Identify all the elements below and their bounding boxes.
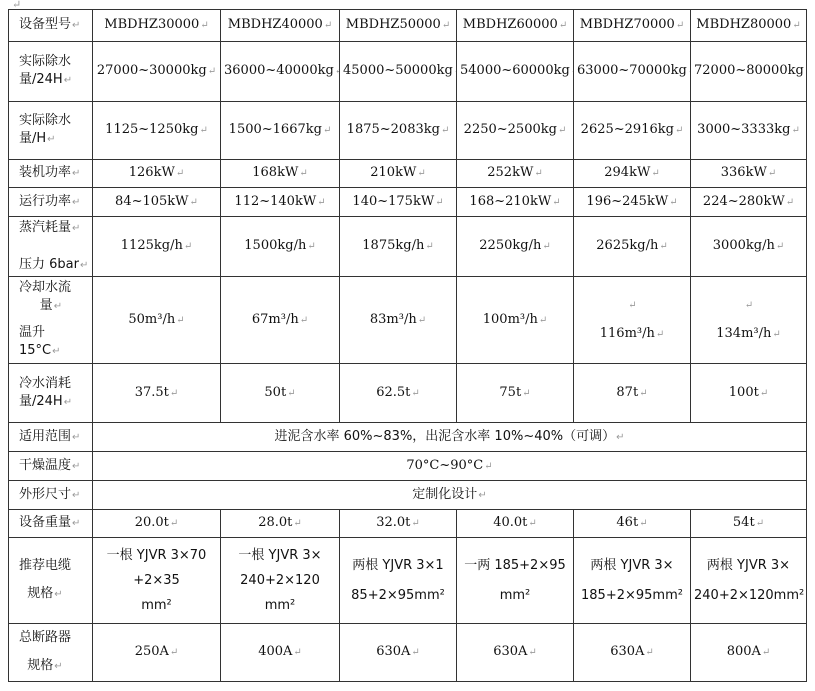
- table-row: [9, 217, 807, 277]
- return-mark-icon: [441, 125, 449, 136]
- return-mark-icon: [639, 388, 647, 399]
- return-mark-icon: [293, 518, 301, 529]
- table-row: [9, 364, 807, 423]
- return-mark-icon: [64, 75, 72, 86]
- return-mark-icon: [317, 197, 325, 208]
- return-mark-icon: [528, 647, 536, 658]
- return-mark-icon: [52, 346, 60, 357]
- running-power-cell: 168~210kW ↵: [457, 188, 574, 217]
- steam-cell: 2625kg/h ↵: [574, 217, 691, 277]
- return-mark-icon: [435, 197, 443, 208]
- dry-temp-cell: 70°C~90°C ↵: [93, 452, 807, 481]
- return-mark-icon: [478, 490, 486, 501]
- return-mark-icon: [323, 125, 331, 136]
- return-mark-icon: [695, 297, 803, 315]
- row-label-water-removal-hour: 实际除水 量/H ↵: [9, 102, 93, 160]
- table-row: [9, 10, 807, 42]
- return-mark-icon: [805, 66, 807, 77]
- return-mark-icon: [651, 168, 659, 179]
- return-mark-icon: [299, 168, 307, 179]
- water-removal-hour-cell: 1875~2083kg ↵: [340, 102, 457, 160]
- return-mark-icon: [675, 125, 683, 136]
- cable-cell: 两根 YJVR 3× 240+2×120mm²: [691, 538, 807, 624]
- weight-cell: 20.0t ↵: [93, 510, 221, 538]
- return-mark-icon: [418, 315, 426, 326]
- return-mark-icon: [72, 490, 80, 501]
- return-mark-icon: [411, 518, 419, 529]
- table-row: [9, 510, 807, 538]
- row-label-cold-water: 冷水消耗 量/24H ↵: [9, 364, 93, 423]
- row-label-running-power: 运行功率 ↵: [9, 188, 93, 217]
- return-mark-icon: [170, 518, 178, 529]
- spec-table: [8, 9, 807, 682]
- row-label-water-removal-day: 实际除水 量/24H ↵: [9, 42, 93, 102]
- return-mark-icon: [417, 168, 425, 179]
- model-cell: MBDHZ70000 ↵: [574, 10, 691, 42]
- return-mark-icon: [72, 168, 80, 179]
- return-mark-icon: [170, 647, 178, 658]
- return-mark-icon: [54, 661, 62, 672]
- return-mark-icon: [72, 20, 80, 31]
- water-removal-hour-cell: 1125~1250kg ↵: [93, 102, 221, 160]
- return-mark-icon: [176, 315, 184, 326]
- return-mark-icon: [791, 125, 799, 136]
- return-mark-icon: [534, 168, 542, 179]
- weight-cell: 28.0t ↵: [221, 510, 340, 538]
- return-mark-icon: [559, 20, 567, 31]
- weight-cell: 40.0t ↵: [457, 510, 574, 538]
- water-removal-day-cell: 36000~40000kg ↵: [221, 42, 340, 102]
- row-label-cooling: 冷却水流 量 ↵ 温升 15°C ↵: [9, 277, 93, 364]
- model-cell: MBDHZ60000 ↵: [457, 10, 574, 42]
- running-power-cell: 196~245kW ↵: [574, 188, 691, 217]
- water-removal-day-cell: 72000~80000kg ↵: [691, 42, 807, 102]
- row-label-cable: 推荐电缆 规格 ↵: [9, 538, 93, 624]
- return-mark-icon: [792, 20, 800, 31]
- cable-cell: 两根 YJVR 3×1 85+2×95mm²: [340, 538, 457, 624]
- cold-water-cell: 37.5t ↵: [93, 364, 221, 423]
- water-removal-day-cell: 63000~70000kg ↵: [574, 42, 691, 102]
- model-cell: MBDHZ40000 ↵: [221, 10, 340, 42]
- table-row: [9, 452, 807, 481]
- return-mark-icon: [208, 66, 216, 77]
- installed-power-cell: 294kW ↵: [574, 160, 691, 188]
- return-mark-icon: [539, 315, 547, 326]
- row-label-scope: 适用范围 ↵: [9, 423, 93, 452]
- table-row: [9, 102, 807, 160]
- return-mark-icon: [484, 461, 492, 472]
- return-mark-icon: [307, 241, 315, 252]
- return-mark-icon: [645, 647, 653, 658]
- steam-cell: 1125kg/h ↵: [93, 217, 221, 277]
- row-label-installed-power: 装机功率 ↵: [9, 160, 93, 188]
- row-label-steam: 蒸汽耗量 ↵ 压力 6bar ↵: [9, 217, 93, 277]
- steam-cell: 3000kg/h ↵: [691, 217, 807, 277]
- return-mark-icon: [72, 197, 80, 208]
- model-cell: MBDHZ80000 ↵: [691, 10, 807, 42]
- steam-cell: 2250kg/h ↵: [457, 217, 574, 277]
- running-power-cell: 140~175kW ↵: [340, 188, 457, 217]
- return-mark-icon: [287, 388, 295, 399]
- cooling-cell: ↵ 116m³/h ↵: [574, 277, 691, 364]
- installed-power-cell: 126kW ↵: [93, 160, 221, 188]
- return-mark-icon: [659, 241, 667, 252]
- cable-cell: 一两 185+2×95 mm²: [457, 538, 574, 624]
- cable-cell: 两根 YJVR 3× 185+2×95mm²: [574, 538, 691, 624]
- return-mark-icon: [72, 461, 80, 472]
- row-label-dry-temp: 干燥温度 ↵: [9, 452, 93, 481]
- breaker-cell: 630A ↵: [574, 624, 691, 682]
- breaker-cell: 800A ↵: [691, 624, 807, 682]
- cold-water-cell: 50t ↵: [221, 364, 340, 423]
- breaker-cell: 630A ↵: [457, 624, 574, 682]
- weight-cell: 54t ↵: [691, 510, 807, 538]
- cooling-cell: 83m³/h ↵: [340, 277, 457, 364]
- return-mark-icon: [616, 432, 624, 443]
- return-mark-icon: [54, 589, 62, 600]
- return-mark-icon: [64, 397, 72, 408]
- breaker-cell: 400A ↵: [221, 624, 340, 682]
- water-removal-day-cell: 45000~50000kg ↵: [340, 42, 457, 102]
- return-mark-icon: [176, 168, 184, 179]
- return-mark-icon: [522, 388, 530, 399]
- weight-cell: 46t ↵: [574, 510, 691, 538]
- return-mark-icon: [639, 518, 647, 529]
- return-mark-icon: [47, 134, 55, 145]
- breaker-cell: 630A ↵: [340, 624, 457, 682]
- cable-cell: 一根 YJVR 3×70 +2×35 mm²: [93, 538, 221, 624]
- water-removal-day-cell: 27000~30000kg ↵: [93, 42, 221, 102]
- return-mark-icon: [542, 241, 550, 252]
- return-mark-icon: [200, 20, 208, 31]
- installed-power-cell: 336kW ↵: [691, 160, 807, 188]
- return-mark-icon: ↵: [12, 0, 22, 11]
- return-mark-icon: [335, 66, 340, 77]
- return-mark-icon: [190, 197, 198, 208]
- table-row: [9, 277, 807, 364]
- return-mark-icon: [72, 223, 80, 234]
- table-row: [9, 160, 807, 188]
- cold-water-cell: 100t ↵: [691, 364, 807, 423]
- row-label-breaker: 总断路器 规格 ↵: [9, 624, 93, 682]
- table-row: [9, 538, 807, 624]
- return-mark-icon: [772, 329, 780, 340]
- running-power-cell: 112~140kW ↵: [221, 188, 340, 217]
- table-row: [9, 423, 807, 452]
- water-removal-hour-cell: 2625~2916kg ↵: [574, 102, 691, 160]
- return-mark-icon: [578, 297, 687, 315]
- return-mark-icon: [184, 241, 192, 252]
- return-mark-icon: [170, 388, 178, 399]
- return-mark-icon: [676, 20, 684, 31]
- return-mark-icon: [300, 315, 308, 326]
- return-mark-icon: [528, 518, 536, 529]
- return-mark-icon: [80, 260, 88, 271]
- return-mark-icon: [786, 197, 794, 208]
- installed-power-cell: 168kW ↵: [221, 160, 340, 188]
- row-label-dimensions: 外形尺寸 ↵: [9, 481, 93, 510]
- return-mark-icon: [199, 125, 207, 136]
- cooling-cell: 50m³/h ↵: [93, 277, 221, 364]
- model-cell: MBDHZ30000 ↵: [93, 10, 221, 42]
- row-label-model: 设备型号 ↵: [9, 10, 93, 42]
- return-mark-icon: [756, 518, 764, 529]
- return-mark-icon: [552, 197, 560, 208]
- cold-water-cell: 87t ↵: [574, 364, 691, 423]
- return-mark-icon: [293, 647, 301, 658]
- return-mark-icon: [558, 125, 566, 136]
- water-removal-hour-cell: 1500~1667kg ↵: [221, 102, 340, 160]
- cooling-cell: 100m³/h ↵: [457, 277, 574, 364]
- table-row: [9, 624, 807, 682]
- cold-water-cell: 62.5t ↵: [340, 364, 457, 423]
- cable-cell: 一根 YJVR 3× 240+2×120 mm²: [221, 538, 340, 624]
- return-mark-icon: [54, 301, 62, 312]
- steam-cell: 1875kg/h ↵: [340, 217, 457, 277]
- return-mark-icon: [72, 432, 80, 443]
- return-mark-icon: [768, 168, 776, 179]
- weight-cell: 32.0t ↵: [340, 510, 457, 538]
- steam-cell: 1500kg/h ↵: [221, 217, 340, 277]
- return-mark-icon: [760, 388, 768, 399]
- table-row: [9, 42, 807, 102]
- return-mark-icon: [442, 20, 450, 31]
- model-cell: MBDHZ50000 ↵: [340, 10, 457, 42]
- table-row: [9, 188, 807, 217]
- return-mark-icon: [411, 388, 419, 399]
- return-mark-icon: [411, 647, 419, 658]
- return-mark-icon: [72, 518, 80, 529]
- row-label-weight: 设备重量 ↵: [9, 510, 93, 538]
- water-removal-hour-cell: 2250~2500kg ↵: [457, 102, 574, 160]
- breaker-cell: 250A ↵: [93, 624, 221, 682]
- return-mark-icon: [324, 20, 332, 31]
- cooling-cell: 67m³/h ↵: [221, 277, 340, 364]
- installed-power-cell: 252kW ↵: [457, 160, 574, 188]
- running-power-cell: 84~105kW ↵: [93, 188, 221, 217]
- water-removal-day-cell: 54000~60000kg ↵: [457, 42, 574, 102]
- return-mark-icon: [762, 647, 770, 658]
- cooling-cell: ↵ 134m³/h ↵: [691, 277, 807, 364]
- return-mark-icon: [656, 329, 664, 340]
- table-row: [9, 481, 807, 510]
- running-power-cell: 224~280kW ↵: [691, 188, 807, 217]
- scope-cell: 进泥含水率 60%~83%，出泥含水率 10%~40%（可调） ↵: [93, 423, 807, 452]
- return-mark-icon: [425, 241, 433, 252]
- installed-power-cell: 210kW ↵: [340, 160, 457, 188]
- return-mark-icon: [776, 241, 784, 252]
- cold-water-cell: 75t ↵: [457, 364, 574, 423]
- return-mark-icon: [669, 197, 677, 208]
- water-removal-hour-cell: 3000~3333kg ↵: [691, 102, 807, 160]
- dimensions-cell: 定制化设计 ↵: [93, 481, 807, 510]
